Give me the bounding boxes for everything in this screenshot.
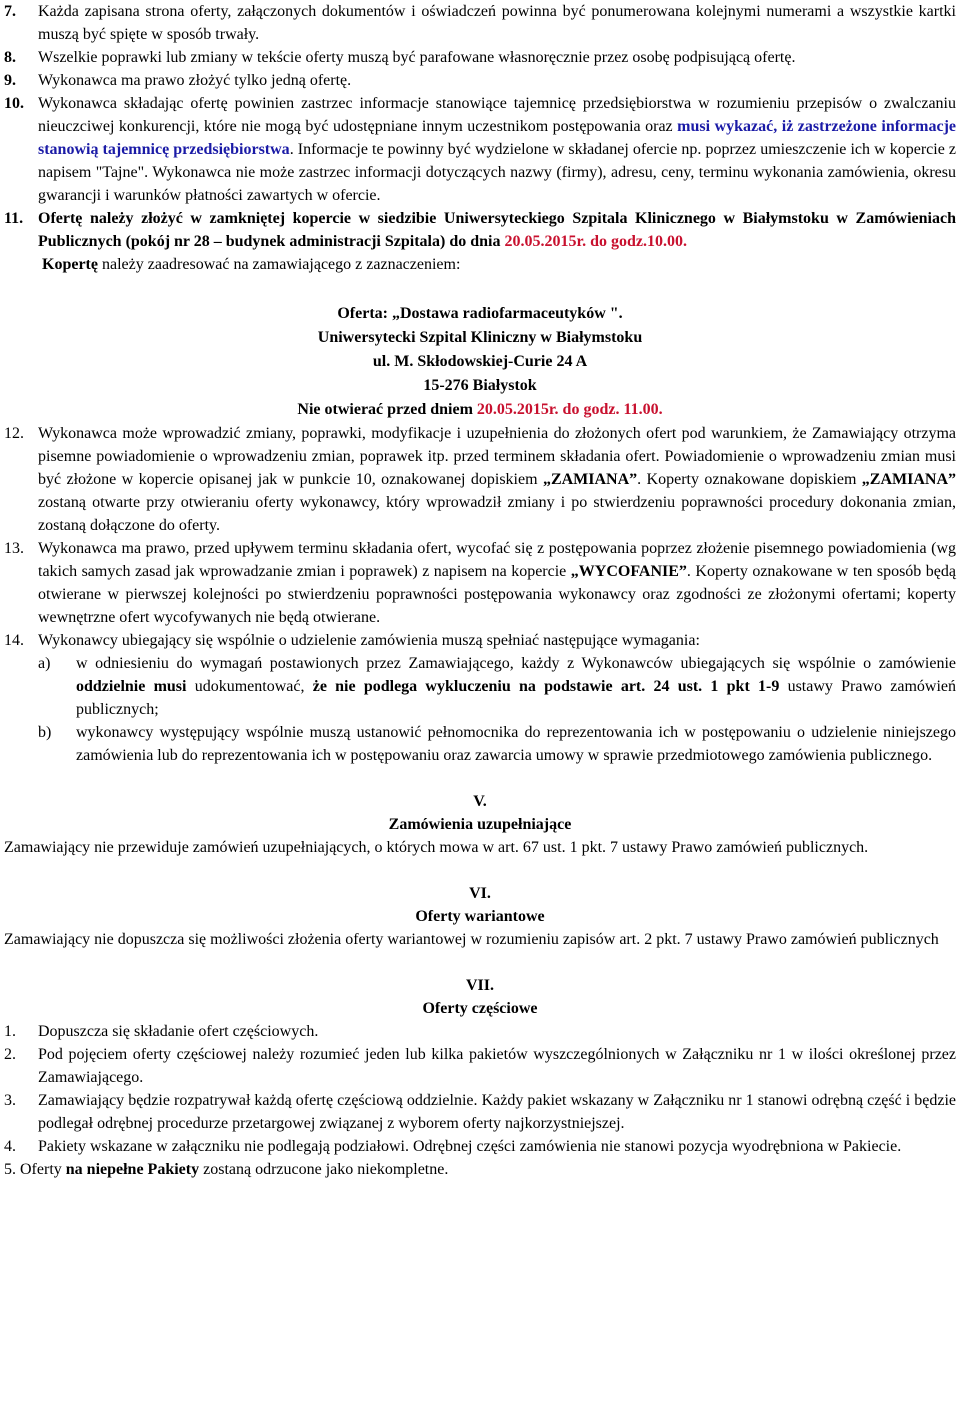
envelope-line: Uniwersytecki Szpital Kliniczny w Białymstoku bbox=[317, 329, 643, 346]
highlighted-text: musi wykazać, iż zastrzeżone informacje stanowią tajemnicę przedsiębiorstwa bbox=[38, 118, 957, 158]
section-5-number: V. bbox=[473, 793, 487, 810]
item-number: 12. bbox=[4, 425, 24, 442]
section-7-item-3: 3. Zamawiający będzie rozpatrywał każdą ofertę częściową oddzielnie. Każdy pakiet wskazany w Załączniku nr 1 stanowi odrębną część i będzie podlegał odrębnej procedurze przetargowej związanej z wyborem oferty najkorzystniejszej. bbox=[4, 1092, 956, 1132]
item-14-a: a) w odniesieniu do wymagań postawionych przez Zamawiającego, każdy z Wykonawców ubiegających się wspólnie o zamówienie oddzielnie musi udokumentować, że nie podlega wykluczeniu na podstawie art. 24 ust. 1 pkt 1-9 ustawy Prawo zamówień publicznych; bbox=[38, 652, 956, 721]
section-6-text: Zamawiający nie dopuszcza się możliwości złożenia oferty wariantowej w rozumieniu zapisów art. 2 pkt. 7 ustawy Prawo zamówień publicznych bbox=[4, 931, 939, 948]
item-number: 10. bbox=[4, 95, 24, 112]
item-number: 8. bbox=[4, 49, 16, 66]
envelope-line: 15-276 Białystok bbox=[423, 377, 537, 394]
item-10 bbox=[4, 92, 956, 207]
item-8 bbox=[4, 46, 956, 69]
envelope-address bbox=[4, 302, 956, 422]
item-9 bbox=[4, 69, 956, 92]
item-text: Wszelkie poprawki lub zmiany w tekście oferty muszą być parafowane własnoręcznie przez osobę podpisującą ofertę. bbox=[38, 49, 796, 66]
section-7-title: Oferty częściowe bbox=[422, 1000, 538, 1017]
item-text: Każda zapisana strona oferty, załączonych dokumentów i oświadczeń powinna być ponumerowana kolejnymi numerami a wszystkie kartki muszą być spięte w sposób trwały. bbox=[38, 3, 956, 43]
section-7-item-4: 4. Pakiety wskazane w załączniku nie podlegają podziałowi. Odrębnej części zamówienia nie stanowi pozycja wyodrębniona w Pakiecie. bbox=[4, 1138, 902, 1155]
item-number: 7. bbox=[4, 3, 16, 20]
item-number: 9. bbox=[4, 72, 16, 89]
item-12: 12. Wykonawca może wprowadzić zmiany, poprawki, modyfikacje i uzupełnienia do złożonych ofert pod warunkiem, że Zamawiający otrzyma pisemne powiadomienie o wprowadzeniu zmian, poprawek itp. przed terminem składania ofert. Powiadomienie o wprowadzeniu zmian musi być złożone w kopercie opisanej jak w punkcie 10, oznakowanej dopiskiem „ZAMIANA”. Koperty oznakowane dopiskiem „ZAMIANA” zostaną otwarte przy otwieraniu oferty wykonawcy, który wprowadził zmiany i po stwierdzeniu poprawności procedury dokonania zmian, zostaną dołączone do oferty. bbox=[4, 422, 956, 537]
envelope-instruction: Kopertę należy zaadresować na zamawiającego z zaznaczeniem: bbox=[42, 256, 461, 273]
sub-item-letter: a) bbox=[38, 655, 51, 672]
item-text-end: . Informacje te powinny być wydzielone w składanej ofercie np. poprzez umieszczenie ich w kopercie z napisem "Tajne". Wykonawca nie może zastrzec informacji dotyczących nazwy (firmy), adresu, ceny, terminu wykonania zamówienia, okresu gwarancji i warunków płatności zawartych w ofercie. bbox=[38, 141, 957, 204]
item-7 bbox=[4, 0, 956, 46]
item-text: Wykonawca składając ofertę powinien zastrzec informacje stanowiące tajemnicę przedsiębiorstwa w rozumieniu przepisów o zwalczaniu nieuczciwej konkurencji, które nie mogą być udostępniane innym uczestnikom postępowania oraz bbox=[38, 95, 956, 135]
item-text: Wykonawca ma prawo złożyć tylko jedną ofertę. bbox=[38, 72, 352, 89]
items-7-9 bbox=[4, 0, 956, 276]
section-7-item-5: 5. Oferty na niepełne Pakiety zostaną odrzucone jako niekompletne. bbox=[4, 1161, 449, 1178]
item-14: 14. Wykonawcy ubiegający się wspólnie o udzielenie zamówienia muszą spełniać następujące wymagania: bbox=[4, 629, 956, 652]
envelope-line: Nie otwierać przed dniem 20.05.2015r. do godz. 11.00. bbox=[297, 401, 663, 418]
sub-item-letter: b) bbox=[38, 724, 52, 741]
item-number: 14. bbox=[4, 632, 24, 649]
deadline-date: 20.05.2015r. do godz.10.00. bbox=[504, 233, 687, 250]
section-5-text: Zamawiający nie przewiduje zamówień uzupełniających, o których mowa w art. 67 ust. 1 pkt. 7 ustawy Prawo zamówień publicznych. bbox=[4, 839, 869, 856]
envelope-line: ul. M. Skłodowskiej-Curie 24 A bbox=[372, 353, 588, 370]
section-6-title: Oferty wariantowe bbox=[415, 908, 545, 925]
section-7-item-1: 1. Dopuszcza się składanie ofert częściowych. bbox=[4, 1023, 319, 1040]
section-7-number: VII. bbox=[465, 977, 494, 994]
item-11 bbox=[4, 207, 956, 276]
item-14-b: b) wykonawcy występujący wspólnie muszą ustanowić pełnomocnika do reprezentowania ich w postępowaniu o udzielenie niniejszego zamówienia lub do reprezentowania ich w postępowaniu oraz zawarcia umowy w sprawie przedmiotowego zamówienia publicznego. bbox=[38, 721, 956, 767]
item-number: 11. bbox=[4, 210, 24, 227]
item-number: 13. bbox=[4, 540, 24, 557]
opening-date: 20.05.2015r. do godz. 11.00. bbox=[476, 401, 663, 418]
section-7-item-2: 2. Pod pojęciem oferty częściowej należy rozumieć jeden lub kilka pakietów wyszczególnionych w Załączniku nr 1 w ilości określonej przez Zamawiającego. bbox=[4, 1046, 956, 1086]
item-13: 13. Wykonawca ma prawo, przed upływem terminu składania ofert, wycofać się z postępowania poprzez złożenie pisemnego powiadomienia (wg takich samych zasad jak wprowadzanie zmian i poprawek) z napisem na kopercie „WYCOFANIE”. Koperty oznakowane w ten sposób będą otwierane w pierwszej kolejności po stwierdzeniu poprawności postępowania wykonawcy oraz zgodności ze złożonymi ofertami; koperty wewnętrzne ofert wycofywanych nie będą otwierane. bbox=[4, 537, 956, 629]
item-text-bold: Ofertę należy złożyć w zamkniętej kopercie w siedzibie Uniwersyteckiego Szpitala Klinicznego w Białymstoku w Zamówieniach Publicznych (pokój nr 28 – budynek administracji Szpitala) do dnia bbox=[38, 210, 956, 250]
section-5-title: Zamówienia uzupełniające bbox=[388, 816, 572, 833]
section-6-number: VI. bbox=[469, 885, 491, 902]
envelope-line: Oferta: „Dostawa radiofarmaceutyków ". bbox=[337, 305, 623, 322]
